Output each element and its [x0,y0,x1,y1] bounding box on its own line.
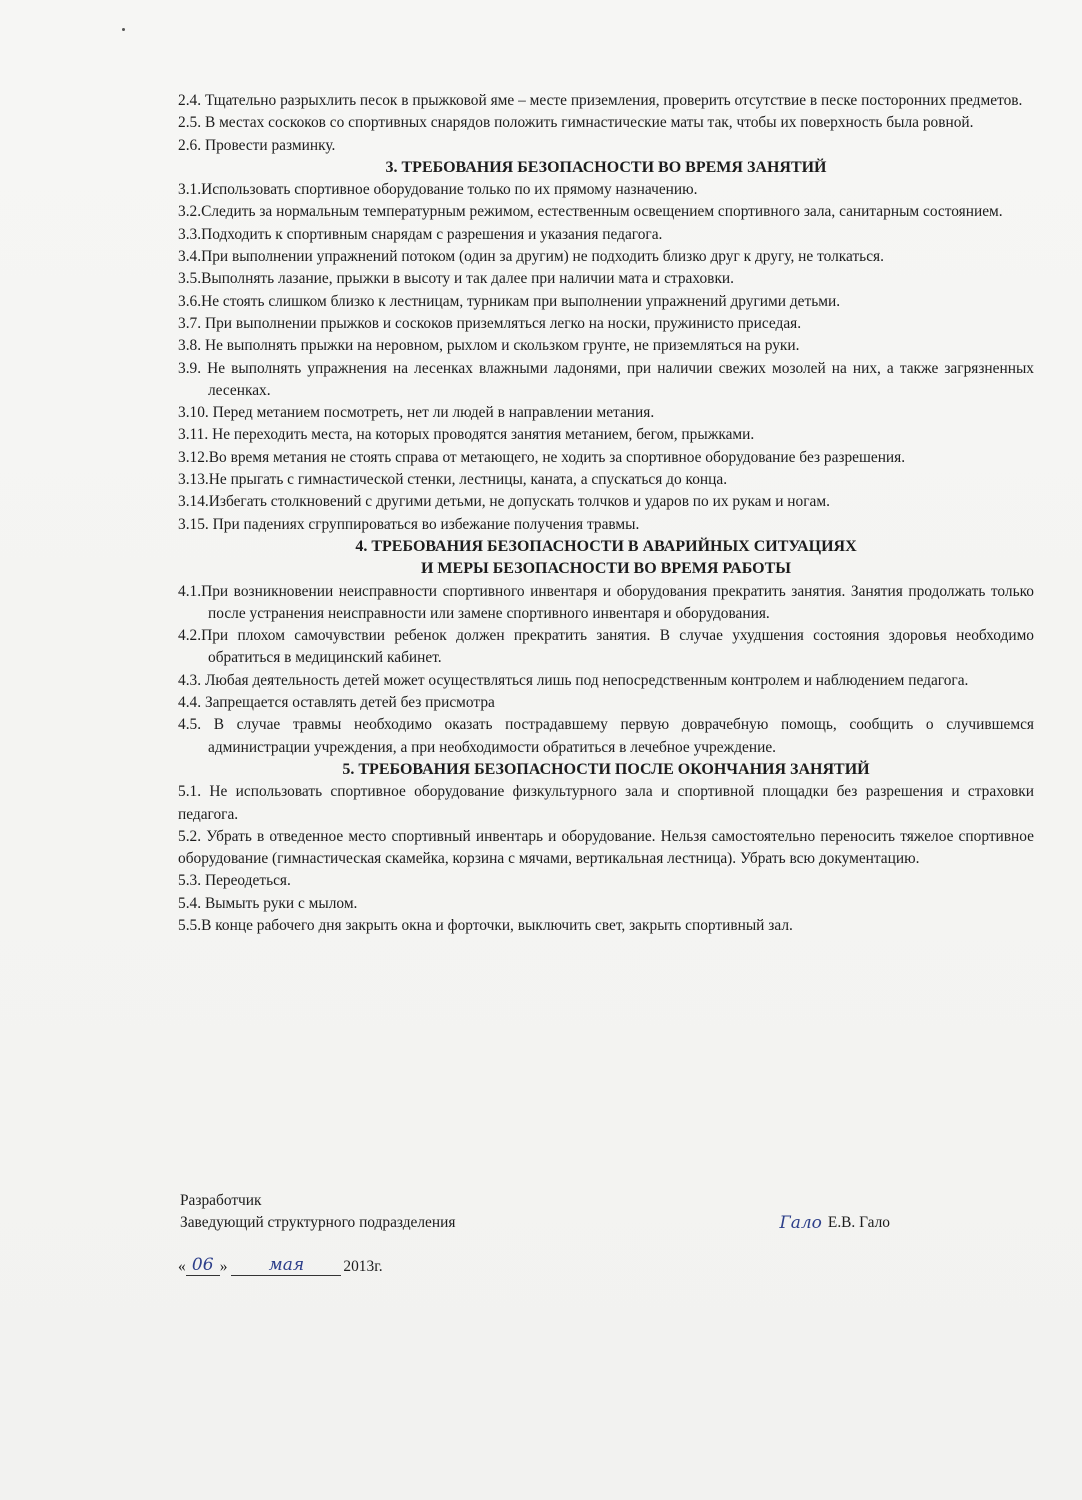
list-item: 3.6.Не стоять слишком близко к лестницам, турникам при выполнении упражнений другими детьми. [178,292,841,310]
list-item: 3.3.Подходить к спортивным снарядам с разрешения и указания педагога. [178,225,663,243]
list-item: 2.5. В местах соскоков со спортивных снарядов положить гимнастические маты так, чтобы их поверхность была ровной. [178,114,974,132]
handwritten-signature: Гало [779,1213,822,1233]
list-item: 3.14.Избегать столкновений с другими детьми, не допускать толчков и ударов по их рукам и ногам. [178,493,830,511]
list-item: 2.4. Тщательно разрыхлить песок в прыжковой яме – месте приземления, проверить отсутствие в песке посторонних предметов. [178,92,1023,109]
list-item: 3.11. Не переходить места, на которых проводятся занятия метанием, бегом, прыжками. [178,426,755,444]
section4-list [178,581,1034,759]
signature-role-head: Заведующий структурного подразделения [180,1214,456,1231]
signature-date [178,1255,383,1276]
list-item: 5.4. Вымыть руки с мылом. [178,894,358,912]
document-body [178,90,1034,937]
date-quote-close: » [219,1258,228,1275]
list-item: 3.4.При выполнении упражнений потоком (один за другим) не подходить близко друг к другу, не толкаться. [178,248,884,266]
list-item: 4.5. В случае травмы необходимо оказать пострадавшему первую доврачебную помощь, сообщить о случившемся администрации учреждения, а при необходимости обратиться в лечебное учреждение. [178,716,1034,756]
list-item: 3.13.Не прыгать с гимнастической стенки, лестницы, каната, а спускаться до конца. [178,471,728,489]
list-item: 3.8. Не выполнять прыжки на неровном, рыхлом и скользком грунте, не приземляться на руки. [178,337,800,355]
list-item: 3.10. Перед метанием посмотреть, нет ли людей в направлении метания. [178,404,655,422]
signer-name: Е.В. Гало [827,1214,890,1231]
section4-heading-line2: И МЕРЫ БЕЗОПАСНОСТИ ВО ВРЕМЯ РАБОТЫ [420,560,792,578]
list-item: 5.3. Переодеться. [178,872,291,890]
date-day: 06 [186,1255,220,1276]
list-item: 3.5.Выполнять лазание, прыжки в высоту и так далее при наличии мата и страховки. [178,270,735,288]
list-item: 3.9. Не выполнять упражнения на лесенках влажными ладонями, при наличии свежих мозолей на них, а также загрязненных лесенках. [178,359,1035,399]
signature-role-developer: Разработчик [180,1192,262,1209]
scan-speck [122,28,125,31]
list-item: 5.2. Убрать в отведенное место спортивный инвентарь и оборудование. Нельзя самостоятельно переносить тяжелое спортивное оборудование (гимнастическая скамейка, корзина с мячами, вертикальная лестница). Убрать всю документацию. [178,827,1034,868]
list-item: 4.2.При плохом самочувствии ребенок должен прекратить занятия. В случае ухудшения состояния здоровья необходимо обратиться в медицинский кабинет. [178,627,1034,667]
date-month: мая [231,1255,341,1276]
list-item: 3.12.Во время метания не стоять справа от метающего, не ходить за спортивное оборудование без разрешения. [178,448,906,466]
section5-list [178,781,1034,937]
signature-name-block [779,1212,890,1234]
date-year: 2013г. [343,1258,383,1275]
list-item: 3.15. При падениях сгруппироваться во избежание получения травмы. [178,515,640,533]
section5-heading: 5. ТРЕБОВАНИЯ БЕЗОПАСНОСТИ ПОСЛЕ ОКОНЧАНИЯ ЗАНЯТИЙ [342,760,870,778]
list-item: 5.5.В конце рабочего дня закрыть окна и форточки, выключить свет, закрыть спортивный зал. [178,916,793,934]
list-item: 4.3. Любая деятельность детей может осуществляться лишь под непосредственным контролем и наблюдением педагога. [178,671,969,689]
list-item: 3.7. При выполнении прыжков и соскоков приземляться легко на носки, пружинисто приседая. [178,314,802,332]
list-item: 3.2.Следить за нормальным температурным режимом, естественным освещением спортивного зала, санитарным состоянием. [178,203,1003,221]
list-item: 4.1.При возникновении неисправности спортивного инвентаря и оборудования прекратить занятия. Занятия продолжать только после устранения неисправности или замене спортивного инвентаря и оборудования. [178,582,1034,622]
section3-heading: 3. ТРЕБОВАНИЯ БЕЗОПАСНОСТИ ВО ВРЕМЯ ЗАНЯТИЙ [385,158,827,176]
signature-block [180,1190,940,1234]
section3-list [178,179,1034,536]
section2-continuation [178,90,1034,157]
signature-row [180,1212,940,1234]
date-quote-open: « [178,1258,186,1275]
section4-heading-line1: 4. ТРЕБОВАНИЯ БЕЗОПАСНОСТИ В АВАРИЙНЫХ СИТУАЦИЯХ [355,537,857,555]
list-item: 5.1. Не использовать спортивное оборудование физкультурного зала и спортивной площадки без разрешения и страховки педагога. [178,783,1034,823]
list-item: 3.1.Использовать спортивное оборудование только по их прямому назначению. [178,181,698,199]
list-item: 2.6. Провести разминку. [178,136,336,154]
list-item: 4.4. Запрещается оставлять детей без присмотра [178,694,495,712]
